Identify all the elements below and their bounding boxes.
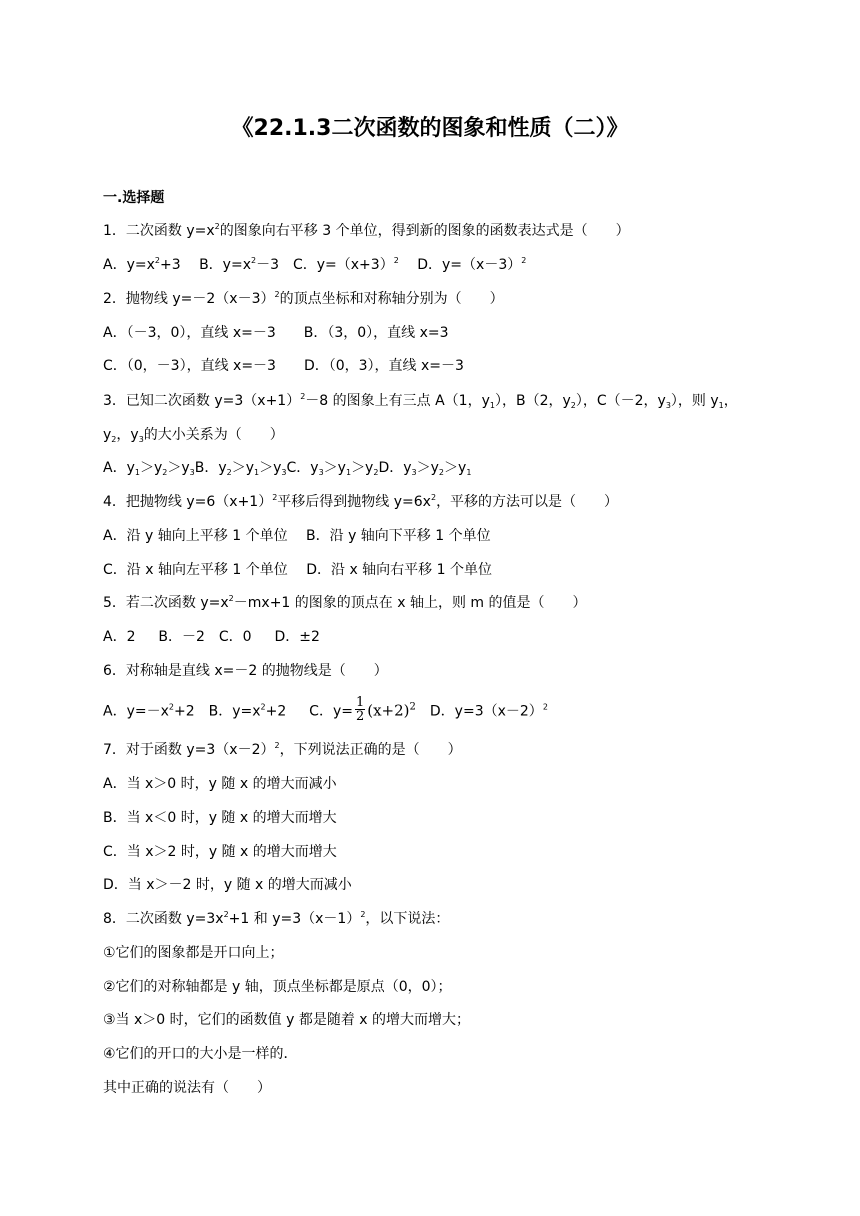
- question-3-options: A．$y_1>y_2>y_3B$．$y_2>y_1>y_3C$．$y_3>y_1>y_2D$．$y_3>y_2>y_1$: [103, 460, 472, 477]
- section-heading: 一.选择题: [103, 190, 165, 206]
- question-8-statement-4: ④它们的开口的大小是一样的．: [103, 1046, 298, 1062]
- question-2-options-cd: C．（0，－3），直线 x=－3 D．（0，3），直线 x=－3: [103, 358, 464, 374]
- question-1-options: A．$y=x^2+3$ B．$y=x^2-3$ C．$y=(x+3)^2$ D．$y=(x-3)^2$: [103, 256, 527, 273]
- question-8-statement-3: ③当 x＞0 时，它们的函数值 y 都是随着 x 的增大而增大；: [103, 1012, 471, 1028]
- question-4-options-ab: A．沿 y 轴向上平移 1 个单位 B．沿 y 轴向下平移 1 个单位: [103, 528, 491, 544]
- question-4-stem: 4．把抛物线 $y=6(x+1)^2$平移后得到抛物线 $y=6x^2$，平移的方法可以是（ ）: [103, 493, 619, 510]
- question-8-statement-2: ②它们的对称轴都是 y 轴，顶点坐标都是原点（0，0）；: [103, 979, 452, 995]
- question-6-stem: 6．对称轴是直线 x=－2 的抛物线是（ ）: [103, 663, 388, 679]
- question-7-option-b: B．当 x＜0 时，y 随 x 的增大而增大: [103, 810, 337, 826]
- question-3-stem-cont: $y_2$，$y_3$的大小关系为（ ）: [103, 427, 284, 444]
- question-8-stem: 8．二次函数 $y=3x^2+1$ 和 $y=3(x-1)^2$，以下说法：: [103, 910, 450, 927]
- question-7-option-c: C．当 x＞2 时，y 随 x 的增大而增大: [103, 844, 337, 860]
- question-5-options: A．2 B．－2 C．0 D．±2: [103, 629, 320, 645]
- document-title: 《22.1.3二次函数的图象和性质（二）》: [231, 116, 629, 141]
- question-2-options-ab: A．（－3，0），直线 x=－3 B．（3，0），直线 x=3: [103, 325, 449, 341]
- question-6-options: A．$y=-x^2+2$ B．$y=x^2+2$ C．y= $\frac{1}{2}$ $(x+2)^2$ D．$y=3(x-2)^2$: [103, 695, 548, 724]
- question-4-options-cd: C．沿 x 轴向左平移 1 个单位 D．沿 x 轴向右平移 1 个单位: [103, 562, 492, 578]
- question-5-stem: 5．若二次函数 $y=x^2-mx+1$ 的图象的顶点在 x 轴上，则 m 的值是（ ）: [103, 594, 587, 611]
- question-8-statement-1: ①它们的图象都是开口向上；: [103, 945, 284, 961]
- question-7-stem: 7．对于函数 $y=3(x-2)^2$，下列说法正确的是（ ）: [103, 741, 462, 758]
- question-2-stem: 2．抛物线 $y=-2(x-3)^2$的顶点坐标和对称轴分别为（ ）: [103, 290, 504, 307]
- question-1-stem: 1．二次函数 $y=x^2$的图象向右平移 3 个单位，得到新的图象的函数表达式是（ ）: [103, 222, 630, 239]
- question-3-stem: 3．已知二次函数 $y=3(x+1)^2-8$ 的图象上有三点 A（1，$y_1$），B（2，$y_2$），C（－2，$y_3$），则 $y_1$，: [103, 392, 738, 410]
- fraction-one-half: $\frac{1}{2}$: [355, 695, 365, 724]
- question-7-option-d: D．当 x＞－2 时，y 随 x 的增大而减小: [103, 877, 352, 893]
- question-7-option-a: A．当 x＞0 时，y 随 x 的增大而减小: [103, 776, 337, 792]
- question-8-ask: 其中正确的说法有（ ）: [103, 1080, 271, 1096]
